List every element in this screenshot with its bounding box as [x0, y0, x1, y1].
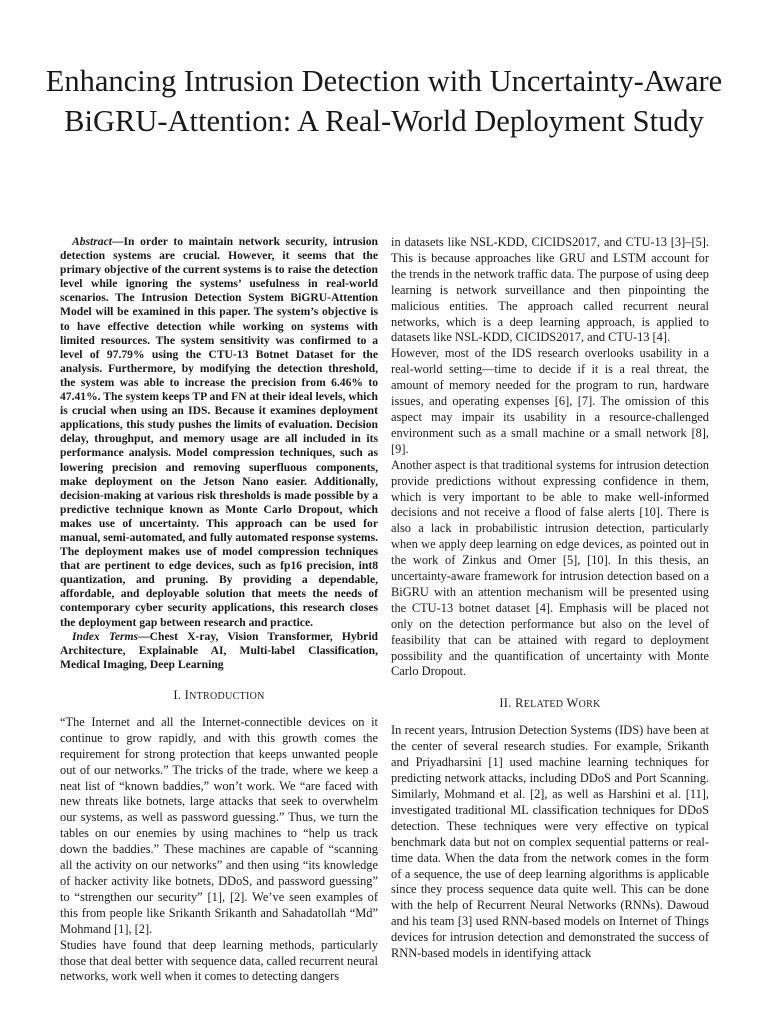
intro-paragraph-2-continued: in datasets like NSL-KDD, CICIDS2017, and CTU-13 [3]–[5]. This is because approaches like GRU and LSTM account for the trends in the network traffic data. The purpose of using deep learning is network surveillance and then pinpointing the malicious entities. The approach called recurrent neural networks, which is a deep learning approach, is applied to datasets like NSL-KDD, CICIDS2017, and CTU-13 [4].: [391, 235, 709, 345]
intro-paragraph-4: Another aspect is that traditional systems for intrusion detection provide predictions without expressing confidence in them, which is very important to be able to make well-informed decisions and not receive a flood of false alerts [10]. There is also a lack in probabilistic intrusion detection, particularly when we apply deep learning on edge devices, as pointed out in the work of Zinkus and Omer [5], [10]. In this thesis, an uncertainty-aware framework for intrusion detection based on a BiGRU with an attention mechanism will be presented using the CTU-13 botnet dataset [4]. Emphasis will be placed not only on the detection performance but also on the level of feasibility that can be attained with regard to deployment possibility and the quantification of uncertainty with Monte Carlo Dropout.: [391, 457, 709, 679]
intro-paragraph-1: “The Internet and all the Internet-connectible devices on it continue to grow rapidly, and with this growth comes the requirement for strong protection that keeps unwanted people out of our networks.” The tricks of the trade, where we keep a neat list of “known baddies,” won’t work. We “are faced with new threats like botnets, large attacks that seek to overwhelm our systems, as well as password guessing.” Thus, we turn the tables on our enemies by using machines to “help us track down the baddies.” These machines are capable of “scanning all the activity on our networks” and then using “its knowledge of hacker activity like botnets, DDoS, and password guessing” to “strengthen our security” [1], [2]. We’ve seen examples of this from people like Srikanth Srikanth and Sahadatollah “Md” Mohmand [1], [2].: [60, 714, 378, 936]
section-heading-related-work: II. RELATED WORK: [499, 696, 601, 711]
abstract-text: —In order to maintain network security, intrusion detection systems are crucial. However, it seems that the primary objective of the current systems is to raise the detection level while ignoring the systems’ usefulness in real-world scenarios. The Intrusion Detection System BiGRU-Attention Model will be examined in this paper. The system’s objective is to have effective detection while working on systems with limited resources. The system sensitivity was confirmed to a level of 97.79% using the CTU-13 Botnet Dataset for the analysis. Furthermore, by modifying the detection threshold, the system was able to increase the precision from 6.46% to 47.41%. The system keeps TP and FN at their ideal levels, which is crucial when using an IDS. Because it examines deployment applications, this study pushes the limits of evaluation. Decision delay, throughput, and memory usage are all included in its performance analysis. Model compression techniques, such as lowering precision and removing superfluous components, make deployment on the Jetson Nano easier. Additionally, decision-making at various risk thresholds is made possible by a predictive technique known as Monte Carlo Dropout, which makes use of uncertainty. This approach can be used for manual, semi-automated, and fully automated response systems. The deployment makes use of model compression techniques that are pertinent to edge devices, such as fp16 precision, int8 quantization, and pruning. By providing a dependable, affordable, and deployable solution that meets the needs of contemporary cyber security applications, this research closes the deployment gap between research and practice.: [60, 235, 378, 629]
paper-title: Enhancing Intrusion Detection with Uncertainty-Aware BiGRU-Attention: A Real-World Deployment Study: [45, 64, 723, 138]
index-terms-text: —Chest X-ray, Vision Transformer, Hybrid Architecture, Explainable AI, Multi-label Classification, Medical Imaging, Deep Learning: [60, 629, 378, 671]
intro-paragraph-2: Studies have found that deep learning methods, particularly those that deal better with sequence data, called recurrent neural networks, work well when it comes to detecting dangers: [60, 937, 378, 984]
related-work-paragraph-1: In recent years, Intrusion Detection Systems (IDS) have been at the center of several research studies. For example, Srikanth and Priyadharsini [1] used machine learning techniques for predicting network attacks, including DDoS and Port Scanning. Similarly, Mohmand et al. [2], as well as Harshini et al. [11], investigated traditional ML classification techniques for DDoS detection. These techniques were very effective on typical benchmark data but not on complex sequential patterns or real-time data. When the data from the network comes in the form of a sequence, the use of deep learning algorithms is applicable since they process sequence data quite well. This can be done with the help of Recurrent Neural Networks (RNNs). Dawoud and his team [3] used RNN-based models on Internet of Things devices for intrusion detection and demonstrated the success of RNN-based models in identifying attack: [391, 723, 709, 961]
index-terms-label: Index Terms: [72, 629, 139, 643]
abstract-label: Abstract: [72, 235, 112, 248]
left-column: [60, 235, 378, 985]
right-column: [391, 235, 709, 962]
abstract: [60, 235, 378, 630]
intro-paragraph-3: However, most of the IDS research overlooks usability in a real-world setting—time to decide if it is a real threat, the amount of memory needed for the program to run, hardware issues, and operating expenses [6], [7]. The omission of this aspect may impair its usability in a resource-challenged environment such as a small machine or a small network [8], [9].: [391, 346, 709, 456]
section-heading-introduction: I. INTRODUCTION: [173, 687, 265, 702]
index-terms: [60, 630, 378, 672]
